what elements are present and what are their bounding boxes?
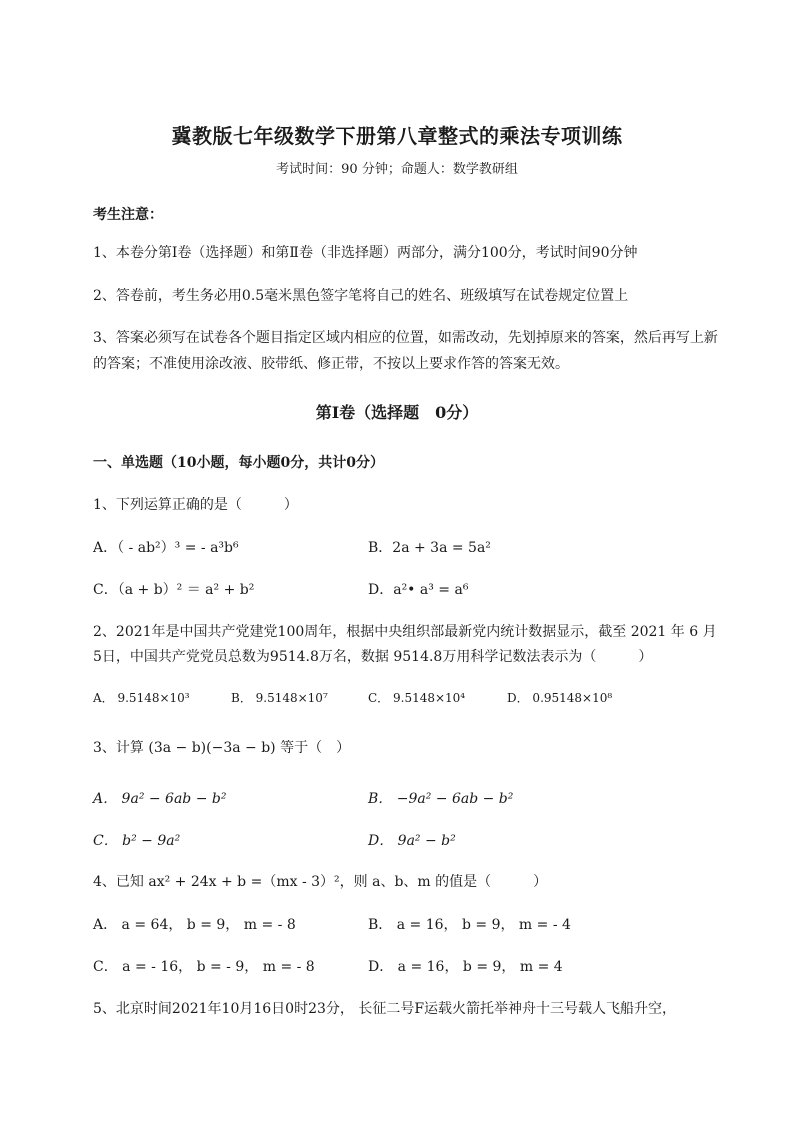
question-4-stem: 4、已知 ax² + 24x + b =（mx - 3）²，则 a、b、m 的值是（ ） <box>93 874 548 890</box>
question-2-stem-line-2: 5日，中国共产党党员总数为9514.8万名，数据 9514.8万用科学记数法表示为（ ） <box>93 649 653 665</box>
question-4-option-d: D． a = 16， b = 9， m = 4 <box>368 959 563 975</box>
question-1-option-a: A．（ - ab²）³ = - a³b⁶ <box>93 540 239 556</box>
question-1-option-c: C．（a + b）² ＝ a² + b² <box>93 582 255 598</box>
question-5-stem: 5、北京时间2021年10月16日0时23分， 长征二号F运载火箭托举神舟十三号载人飞船升空， <box>93 1001 677 1017</box>
question-2-option-a: A． 9.5148×10³ <box>93 691 190 705</box>
notice-item-2: 2、答卷前，考生务必用0.5毫米黑色签字笔将自己的姓名、班级填写在试卷规定位置上 <box>93 288 629 304</box>
question-4-option-a: A． a = 64， b = 9， m = - 8 <box>93 917 296 933</box>
question-2-option-d: D． 0.95148×10⁸ <box>507 691 613 705</box>
question-3-option-d: D． 9a² − b² <box>368 833 456 849</box>
section-title: 第Ⅰ卷（选择题 0分） <box>315 403 479 422</box>
question-2-stem-line-1: 2、2021年是中国共产党建党100周年，根据中央组织部最新党内统计数据显示，截至 2021 年 6 月 <box>93 624 717 640</box>
exam-info: 考试时间：90 分钟；命题人：数学教研组 <box>276 162 518 177</box>
question-2-option-c: C． 9.5148×10⁴ <box>368 691 466 705</box>
question-3-option-c: C． b² − 9a² <box>93 833 181 849</box>
notice-item-1: 1、本卷分第Ⅰ卷（选择题）和第Ⅱ卷（非选择题）两部分，满分100分，考试时间90分钟 <box>93 245 638 261</box>
question-3-option-a: A． 9a² − 6ab − b² <box>93 791 227 807</box>
question-3-stem: 3、计算 (3a − b)(−3a − b) 等于（ ） <box>93 740 351 756</box>
part-heading: 一、单选题（10小题，每小题0分，共计0分） <box>93 455 384 471</box>
question-1-option-b: B．2a + 3a = 5a² <box>368 540 491 556</box>
notice-item-3: 3、答案必须写在试卷各个题目指定区域内相应的位置，如需改动，先划掉原来的答案，然后再写上新 <box>93 330 718 346</box>
question-4-option-b: B． a = 16， b = 9， m = - 4 <box>368 917 571 933</box>
page-title: 冀教版七年级数学下册第八章整式的乘法专项训练 <box>171 124 623 148</box>
question-1-stem: 1、下列运算正确的是（ ） <box>93 497 298 513</box>
question-2-option-b: B． 9.5148×10⁷ <box>231 691 328 705</box>
question-1-option-d: D．a²• a³ = a⁶ <box>368 582 469 598</box>
question-4-option-c: C． a = - 16， b = - 9， m = - 8 <box>93 959 315 975</box>
notice-item-3-cont: 的答案；不准使用涂改液、胶带纸、修正带，不按以上要求作答的答案无效。 <box>93 356 569 372</box>
notice-heading: 考生注意： <box>93 207 163 223</box>
question-3-option-b: B． −9a² − 6ab − b² <box>368 791 514 807</box>
